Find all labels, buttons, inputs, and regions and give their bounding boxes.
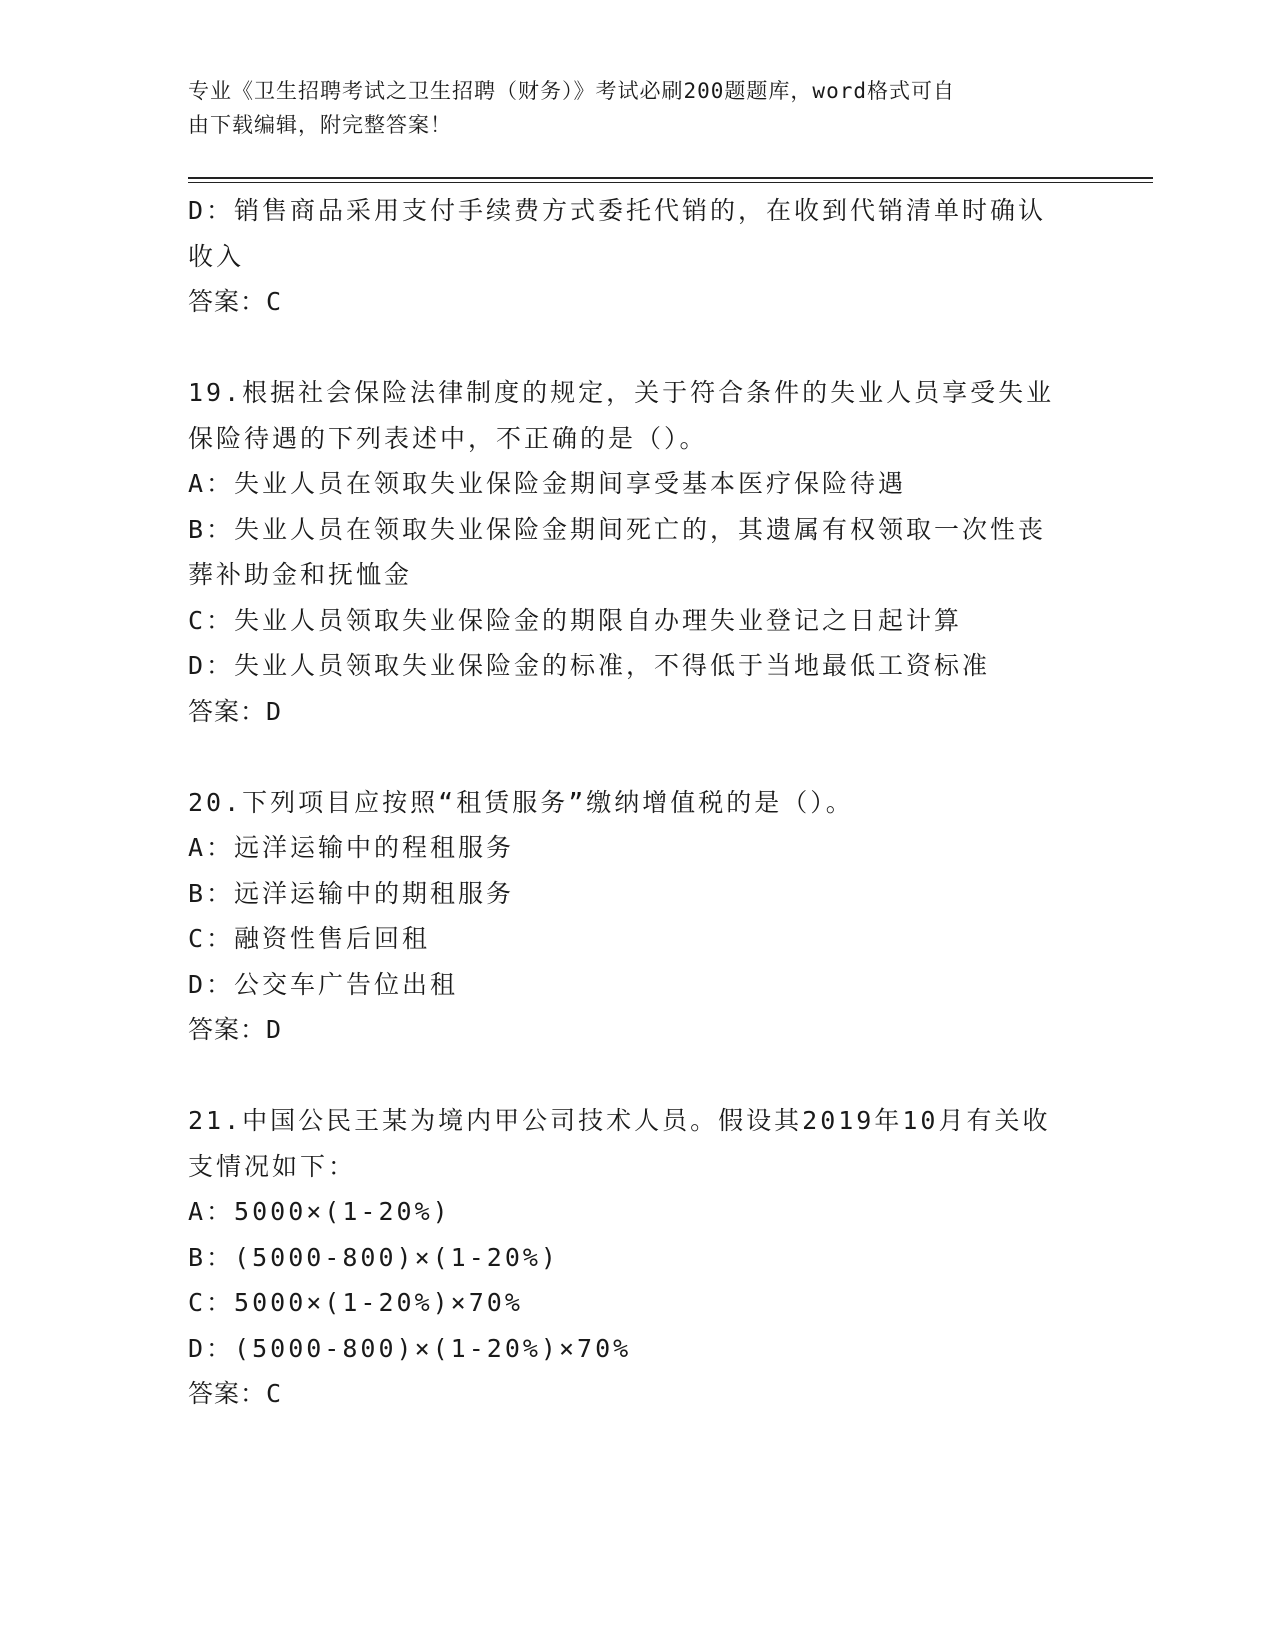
option-a: A：失业人员在领取失业保险金期间享受基本医疗保险待遇 [188, 469, 907, 498]
spacer [188, 734, 1088, 780]
option-b: B：远洋运输中的期租服务 [188, 878, 515, 908]
answer: 答案：C [188, 1379, 283, 1408]
question-stem-continued: 保险待遇的下列表述中，不正确的是（）。 [188, 423, 708, 453]
answer: 答案：C [188, 287, 283, 316]
question-20 [188, 780, 1088, 1053]
spacer [188, 325, 1088, 371]
header-divider-thin [188, 182, 1153, 183]
answer: 答案：D [188, 1015, 283, 1044]
document-header [188, 74, 1068, 142]
answer: 答案：D [188, 696, 283, 726]
header-line-2: 由下载编辑，附完整答案！ [188, 113, 452, 137]
document-body [188, 188, 1088, 1417]
option-a: A：5000×(1-20%) [188, 1197, 451, 1226]
option-c: C：融资性售后回租 [188, 924, 431, 953]
option-d: D：失业人员领取失业保险金的标准，不得低于当地最低工资标准 [188, 651, 991, 680]
option-b: B：(5000-800)×(1-20%) [188, 1242, 559, 1272]
question-18-tail [188, 188, 1088, 325]
option-b-continued: 葬补助金和抚恤金 [188, 560, 413, 589]
spacer [188, 1053, 1088, 1099]
option-d: D：销售商品采用支付手续费方式委托代销的，在收到代销清单时确认 [188, 196, 1047, 225]
question-stem: 19.根据社会保险法律制度的规定，关于符合条件的失业人员享受失业 [188, 378, 1055, 407]
option-c: C：5000×(1-20%)×70% [188, 1288, 523, 1317]
option-a: A：远洋运输中的程租服务 [188, 833, 515, 862]
option-d: D：(5000-800)×(1-20%)×70% [188, 1333, 632, 1363]
option-c: C：失业人员领取失业保险金的期限自办理失业登记之日起计算 [188, 605, 963, 635]
header-divider-thick [188, 177, 1153, 179]
question-stem: 20.下列项目应按照“租赁服务”缴纳增值税的是（）。 [188, 787, 854, 817]
question-stem: 21.中国公民王某为境内甲公司技术人员。假设其2019年10月有关收 [188, 1106, 1051, 1135]
question-19 [188, 370, 1088, 734]
header-line-1: 专业《卫生招聘考试之卫生招聘（财务）》考试必刷200题题库，word格式可自 [188, 79, 955, 103]
option-d-continued: 收入 [188, 241, 245, 271]
option-d: D：公交车广告位出租 [188, 969, 459, 999]
question-21 [188, 1098, 1088, 1417]
option-b: B：失业人员在领取失业保险金期间死亡的，其遗属有权领取一次性丧 [188, 514, 1047, 544]
question-stem-continued: 支情况如下： [188, 1151, 357, 1181]
